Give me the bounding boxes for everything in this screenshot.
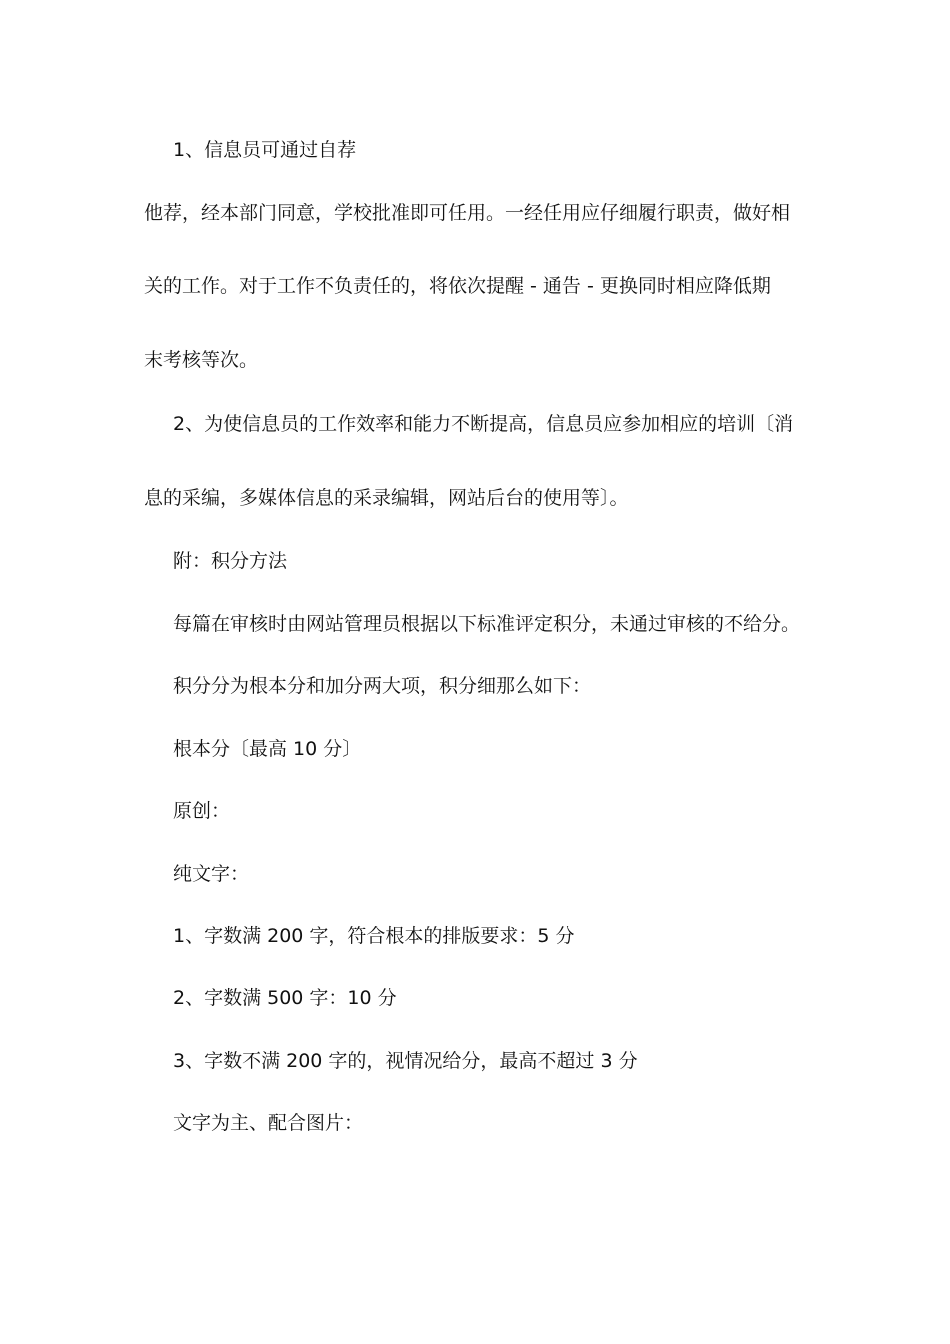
list-item: 3、字数不满 200 字的，视情况给分，最高不超过 3 分 bbox=[173, 1050, 638, 1072]
item-1-start: 1、信息员可通过自荐 bbox=[173, 139, 357, 161]
list-item: 1、字数满 200 字，符合根本的排版要求：5 分 bbox=[173, 925, 575, 947]
paragraph-line: 积分分为根本分和加分两大项，积分细那么如下： bbox=[173, 675, 592, 697]
subsection-heading: 原创： bbox=[173, 800, 231, 822]
item-2-start: 2、为使信息员的工作效率和能力不断提高，信息员应参加相应的培训〔消 bbox=[173, 413, 794, 435]
paragraph-line: 关的工作。对于工作不负责任的，将依次提醒 - 通告 - 更换同时相应降低期 bbox=[144, 275, 771, 297]
list-item: 2、字数满 500 字：10 分 bbox=[173, 987, 397, 1009]
section-heading: 根本分〔最高 10 分〕 bbox=[173, 738, 362, 760]
paragraph-line: 息的采编，多媒体信息的采录编辑，网站后台的使用等〕。 bbox=[144, 487, 629, 509]
paragraph-line: 末考核等次。 bbox=[144, 349, 259, 371]
paragraph-line: 他荐，经本部门同意，学校批准即可任用。一经任用应仔细履行职责，做好相 bbox=[144, 202, 791, 224]
subsection-heading: 文字为主、配合图片： bbox=[173, 1112, 364, 1134]
subsection-heading: 纯文字： bbox=[173, 863, 250, 885]
paragraph-line: 每篇在审核时由网站管理员根据以下标准评定积分，未通过审核的不给分。 bbox=[173, 613, 801, 635]
appendix-heading: 附：积分方法 bbox=[173, 550, 288, 572]
